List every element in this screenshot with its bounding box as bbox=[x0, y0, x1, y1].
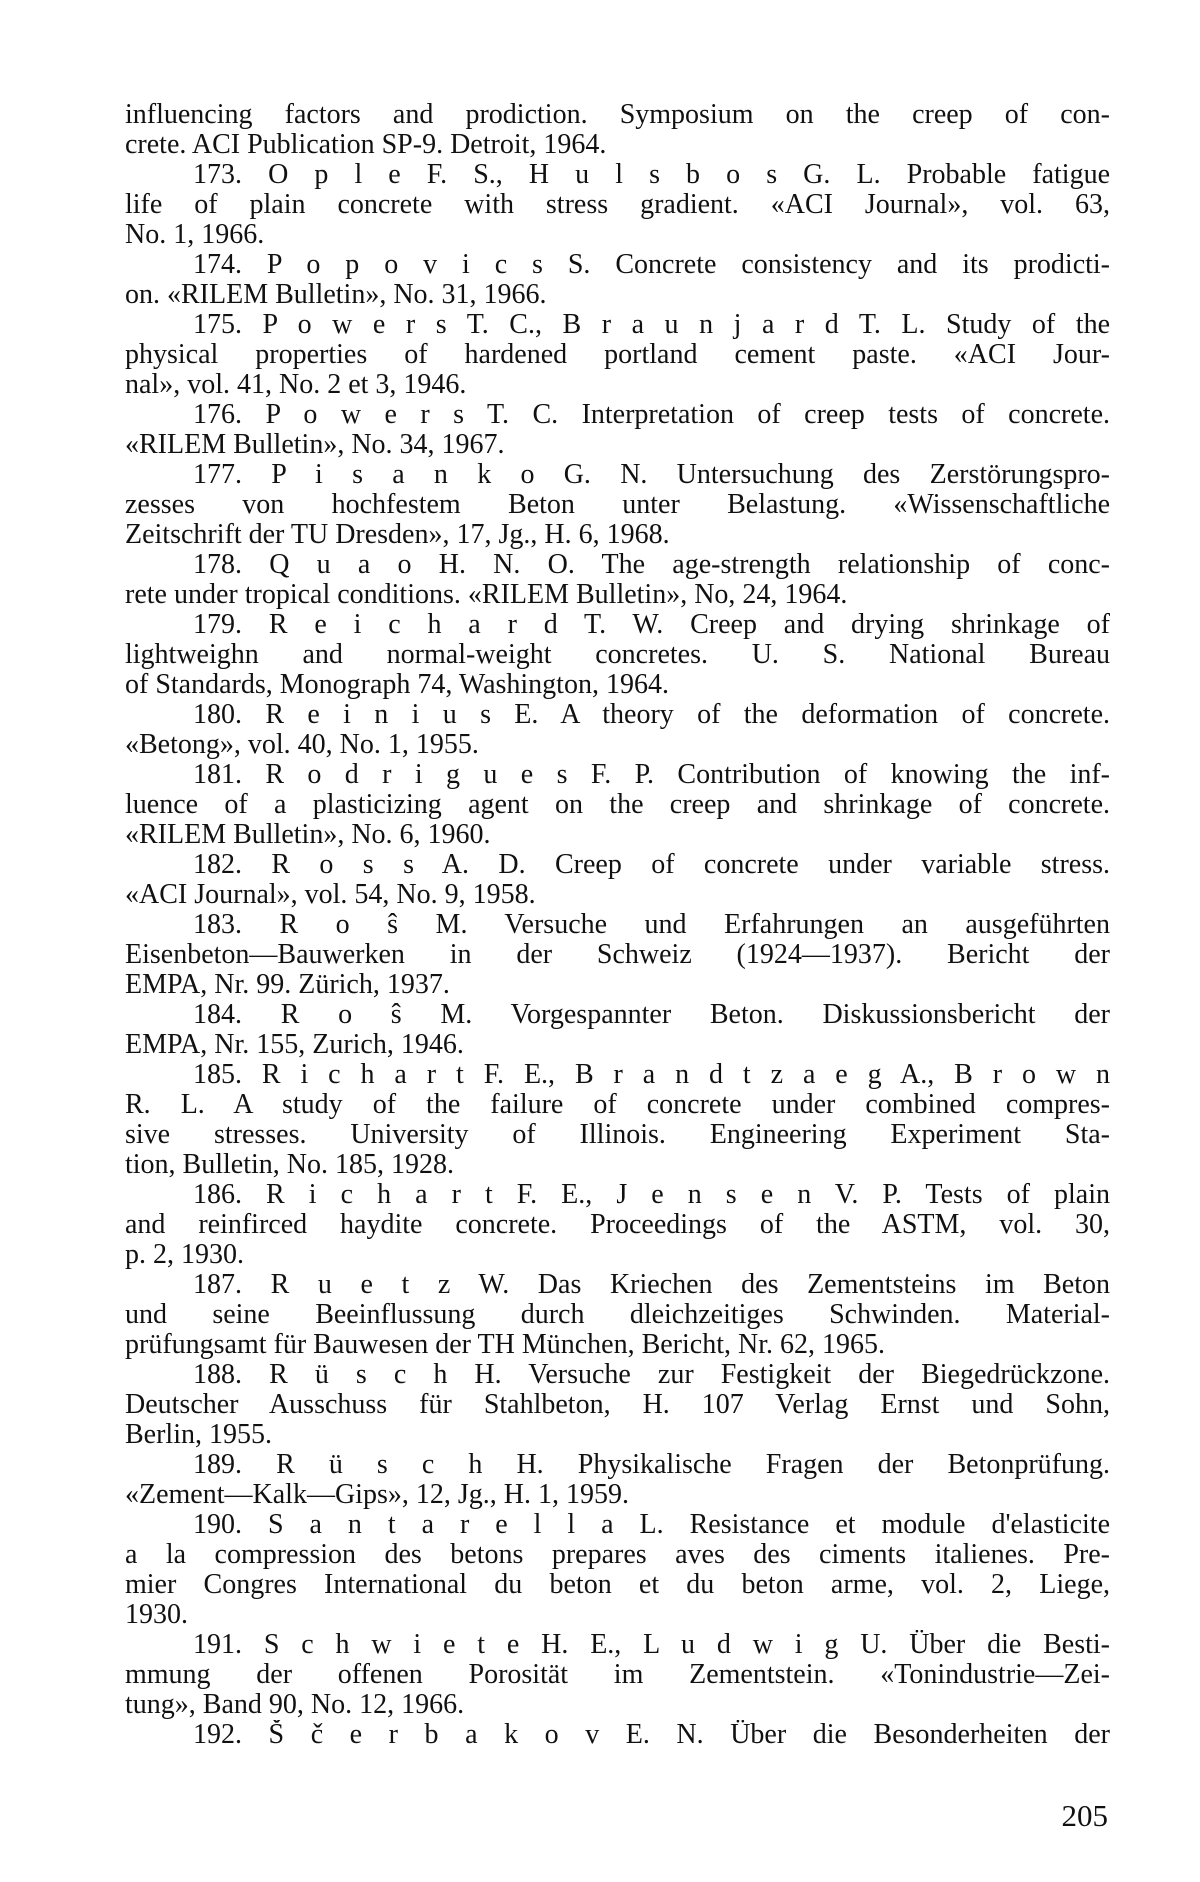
reference-entry-start-line: 180. R e i n i u s E. A theory of the deformation of concrete. bbox=[193, 700, 1110, 730]
reference-entry-start-line: 184. R o ŝ M. Vorgespannter Beton. Diskussionsbericht der bbox=[193, 1000, 1110, 1030]
reference-text-line: mier Congres International du beton et du beton arme, vol. 2, Liege, bbox=[125, 1570, 1110, 1600]
reference-entry-start-line: 177. P i s a n k o G. N. Untersuchung des Zerstörungspro- bbox=[193, 460, 1110, 490]
reference-text-line: physical properties of hardened portland cement paste. «ACI Jour- bbox=[125, 340, 1110, 370]
reference-text-line: tung», Band 90, No. 12, 1966. bbox=[125, 1690, 465, 1720]
reference-text-line: No. 1, 1966. bbox=[125, 220, 265, 250]
reference-text-line: «Zement—Kalk—Gips», 12, Jg., H. 1, 1959. bbox=[125, 1480, 629, 1510]
reference-text-line: nal», vol. 41, No. 2 et 3, 1946. bbox=[125, 370, 467, 400]
reference-entry-start-line: 182. R o s s A. D. Creep of concrete under variable stress. bbox=[193, 850, 1110, 880]
reference-text-line: Berlin, 1955. bbox=[125, 1420, 272, 1450]
reference-entry-start-line: 175. P o w e r s T. C., B r a u n j a r d T. L. Study of the bbox=[193, 310, 1110, 340]
reference-text-line: mmung der offenen Porosität im Zementstein. «Tonindustrie—Zei- bbox=[125, 1660, 1110, 1690]
reference-text-line: EMPA, Nr. 99. Zürich, 1937. bbox=[125, 970, 450, 1000]
reference-entry-start-line: 183. R o ŝ M. Versuche und Erfahrungen an ausgeführten bbox=[193, 910, 1110, 940]
reference-text-line: 1930. bbox=[125, 1600, 188, 1630]
reference-text-line: «RILEM Bulletin», No. 6, 1960. bbox=[125, 820, 491, 850]
reference-text-line: EMPA, Nr. 155, Zurich, 1946. bbox=[125, 1030, 464, 1060]
reference-entry-start-line: 178. Q u a o H. N. O. The age-strength relationship of conc- bbox=[193, 550, 1110, 580]
reference-text-line: Deutscher Ausschuss für Stahlbeton, H. 107 Verlag Ernst und Sohn, bbox=[125, 1390, 1110, 1420]
reference-entry-start-line: 185. R i c h a r t F. E., B r a n d t z a e g A., B r o w n bbox=[193, 1060, 1110, 1090]
reference-entry-start-line: 174. P o p o v i c s S. Concrete consistency and its prodicti- bbox=[193, 250, 1110, 280]
reference-text-line: luence of a plasticizing agent on the creep and shrinkage of concrete. bbox=[125, 790, 1110, 820]
reference-entry-start-line: 179. R e i c h a r d T. W. Creep and drying shrinkage of bbox=[193, 610, 1110, 640]
reference-list bbox=[125, 100, 1110, 1750]
reference-text-line: p. 2, 1930. bbox=[125, 1240, 244, 1270]
reference-entry-start-line: 190. S a n t a r e l l a L. Resistance et module d'elasticite bbox=[193, 1510, 1110, 1540]
reference-text-line: Zeitschrift der TU Dresden», 17, Jg., H. 6, 1968. bbox=[125, 520, 670, 550]
reference-text-line: und seine Beeinflussung durch dleichzeitiges Schwinden. Material- bbox=[125, 1300, 1110, 1330]
reference-entry-start-line: 192. Š č e r b a k o v E. N. Über die Besonderheiten der bbox=[193, 1720, 1110, 1750]
reference-text-line: «Betong», vol. 40, No. 1, 1955. bbox=[125, 730, 479, 760]
reference-text-line: «RILEM Bulletin», No. 34, 1967. bbox=[125, 430, 505, 460]
reference-text-line: sive stresses. University of Illinois. Engineering Experiment Sta- bbox=[125, 1120, 1110, 1150]
reference-entry-start-line: 188. R ü s c h H. Versuche zur Festigkeit der Biegedrückzone. bbox=[193, 1360, 1110, 1390]
reference-text-line: tion, Bulletin, No. 185, 1928. bbox=[125, 1150, 454, 1180]
reference-text-line: life of plain concrete with stress gradient. «ACI Journal», vol. 63, bbox=[125, 190, 1110, 220]
reference-entry-start-line: 173. O p l e F. S., H u l s b o s G. L. Probable fatigue bbox=[193, 160, 1110, 190]
reference-entry-start-line: 181. R o d r i g u e s F. P. Contribution of knowing the inf- bbox=[193, 760, 1110, 790]
reference-text-line: Eisenbeton—Bauwerken in der Schweiz (1924—1937). Bericht der bbox=[125, 940, 1110, 970]
reference-text-line: rete under tropical conditions. «RILEM Bulletin», No, 24, 1964. bbox=[125, 580, 848, 610]
reference-text-line: and reinfirced haydite concrete. Proceedings of the ASTM, vol. 30, bbox=[125, 1210, 1110, 1240]
reference-text-line: a la compression des betons prepares aves des ciments italienes. Pre- bbox=[125, 1540, 1110, 1570]
reference-text-line: crete. ACI Publication SP-9. Detroit, 1964. bbox=[125, 130, 607, 160]
reference-text-line: prüfungsamt für Bauwesen der TH München, Bericht, Nr. 62, 1965. bbox=[125, 1330, 885, 1360]
reference-text-line: of Standards, Monograph 74, Washington, 1964. bbox=[125, 670, 669, 700]
reference-entry-start-line: 186. R i c h a r t F. E., J e n s e n V. P. Tests of plain bbox=[193, 1180, 1110, 1210]
reference-entry-start-line: 187. R u e t z W. Das Kriechen des Zementsteins im Beton bbox=[193, 1270, 1110, 1300]
reference-text-line: R. L. A study of the failure of concrete under combined compres- bbox=[125, 1090, 1110, 1120]
reference-text-line: zesses von hochfestem Beton unter Belastung. «Wissenschaftliche bbox=[125, 490, 1110, 520]
reference-text-line: «ACI Journal», vol. 54, No. 9, 1958. bbox=[125, 880, 536, 910]
reference-entry-start-line: 176. P o w e r s T. C. Interpretation of creep tests of concrete. bbox=[193, 400, 1110, 430]
reference-entry-start-line: 191. S c h w i e t e H. E., L u d w i g U. Über die Besti- bbox=[193, 1630, 1110, 1660]
reference-text-line: lightweighn and normal-weight concretes. U. S. National Bureau bbox=[125, 640, 1110, 670]
page-number: 205 bbox=[1061, 1798, 1108, 1833]
reference-text-line: influencing factors and prodiction. Symposium on the creep of con- bbox=[125, 100, 1110, 130]
reference-text-line: on. «RILEM Bulletin», No. 31, 1966. bbox=[125, 280, 547, 310]
reference-entry-start-line: 189. R ü s c h H. Physikalische Fragen der Betonprüfung. bbox=[193, 1450, 1110, 1480]
